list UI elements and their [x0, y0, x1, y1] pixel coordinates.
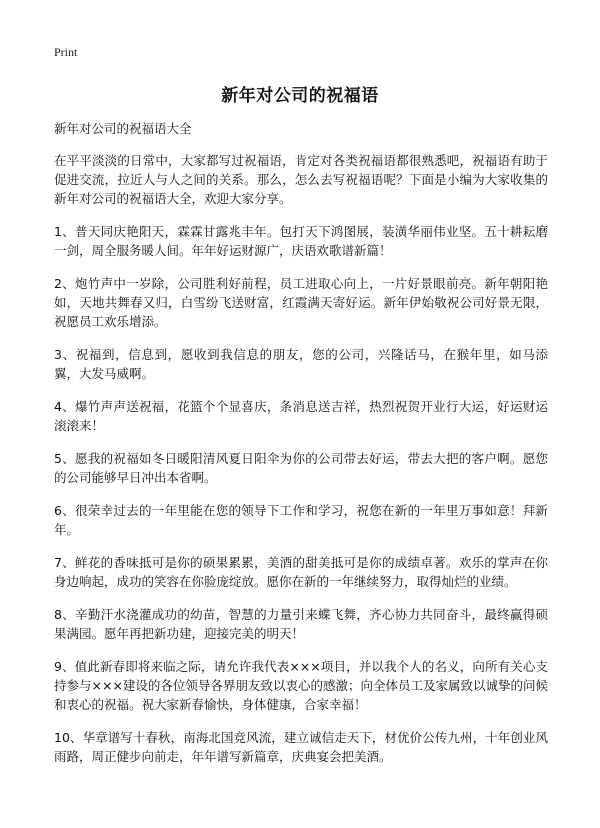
blessing-item-4: 4、爆竹声声送祝福，花篮个个显喜庆，条消息送吉祥，热烈祝贺开业行大运，好运财运滚滚来！ — [54, 399, 548, 433]
blessing-item-2: 2、炮竹声中一岁除，公司胜利好前程，员工进取心向上，一片好景眼前亮。新年朝阳艳如，天地共舞春又归，白雪纷飞送财富，红霞满天寄好运。新年伊始敬祝公司好景无限，祝愿员工欢乐增添。 — [54, 276, 548, 329]
blessing-item-6: 6、很荣幸过去的一年里能在您的领导下工作和学习，祝您在新的一年里万事如意！拜新年。 — [54, 503, 548, 537]
document-subtitle: 新年对公司的祝福语大全 — [54, 121, 192, 136]
blessing-item-5: 5、愿我的祝福如冬日暖阳清风夏日阳伞为你的公司带去好运，带去大把的客户啊。愿您的公司能够早日冲出本省啊。 — [54, 451, 548, 485]
document-body — [54, 119, 548, 780]
blessing-item-8: 8、辛勤汗水浇灌成功的幼苗，智慧的力量引来蝶飞舞，齐心协力共同奋斗，最终赢得硕果满园。愿年再把新功建，迎接完美的明天！ — [54, 607, 548, 641]
blessing-item-9: 9、值此新春即将来临之际，请允许我代表×××项目，并以我个人的名义，向所有关心支持参与×××建设的各位领导各界朋友致以衷心的感激；向全体员工及家属致以诚挚的问候和衷心的祝福。祝大家新春愉快，身体健康，合家幸福！ — [54, 659, 548, 712]
document-title: 新年对公司的祝福语 — [221, 86, 379, 106]
blessing-item-3: 3、祝福到，信息到，愿收到我信息的朋友，您的公司，兴隆话马，在猴年里，如马添翼，大发马威啊。 — [54, 347, 548, 381]
blessing-item-10: 10、华章谱写十春秋，南海北国竞风流，建立诚信走天下，材优价公传九州，十年创业风雨路，周正健步向前走，年年谱写新篇章，庆典宴会把美酒。 — [54, 730, 548, 764]
blessing-item-1: 1、普天同庆艳阳天，霖霖甘露兆丰年。包打天下鸿图展，装潢华丽伟业坚。五十耕耘磨一剑，周全服务暖人间。年年好运财源广，庆语欢歌谱新篇！ — [54, 224, 548, 258]
intro-paragraph: 在平平淡淡的日常中，大家都写过祝福语，肯定对各类祝福语都很熟悉吧，祝福语有助于促进交流，拉近人与人之间的关系。那么，怎么去写祝福语呢？下面是小编为大家收集的新年对公司的祝福语大全，欢迎大家分享。 — [54, 153, 548, 206]
blessing-item-7: 7、鲜花的香味抵可是你的硕果累累，美酒的甜美抵可是你的成绩卓著。欢乐的掌声在你身边响起，成功的笑容在你脸庞绽放。愿你在新的一年继续努力，取得灿烂的业绩。 — [54, 555, 548, 589]
print-link[interactable]: Print — [54, 45, 78, 59]
